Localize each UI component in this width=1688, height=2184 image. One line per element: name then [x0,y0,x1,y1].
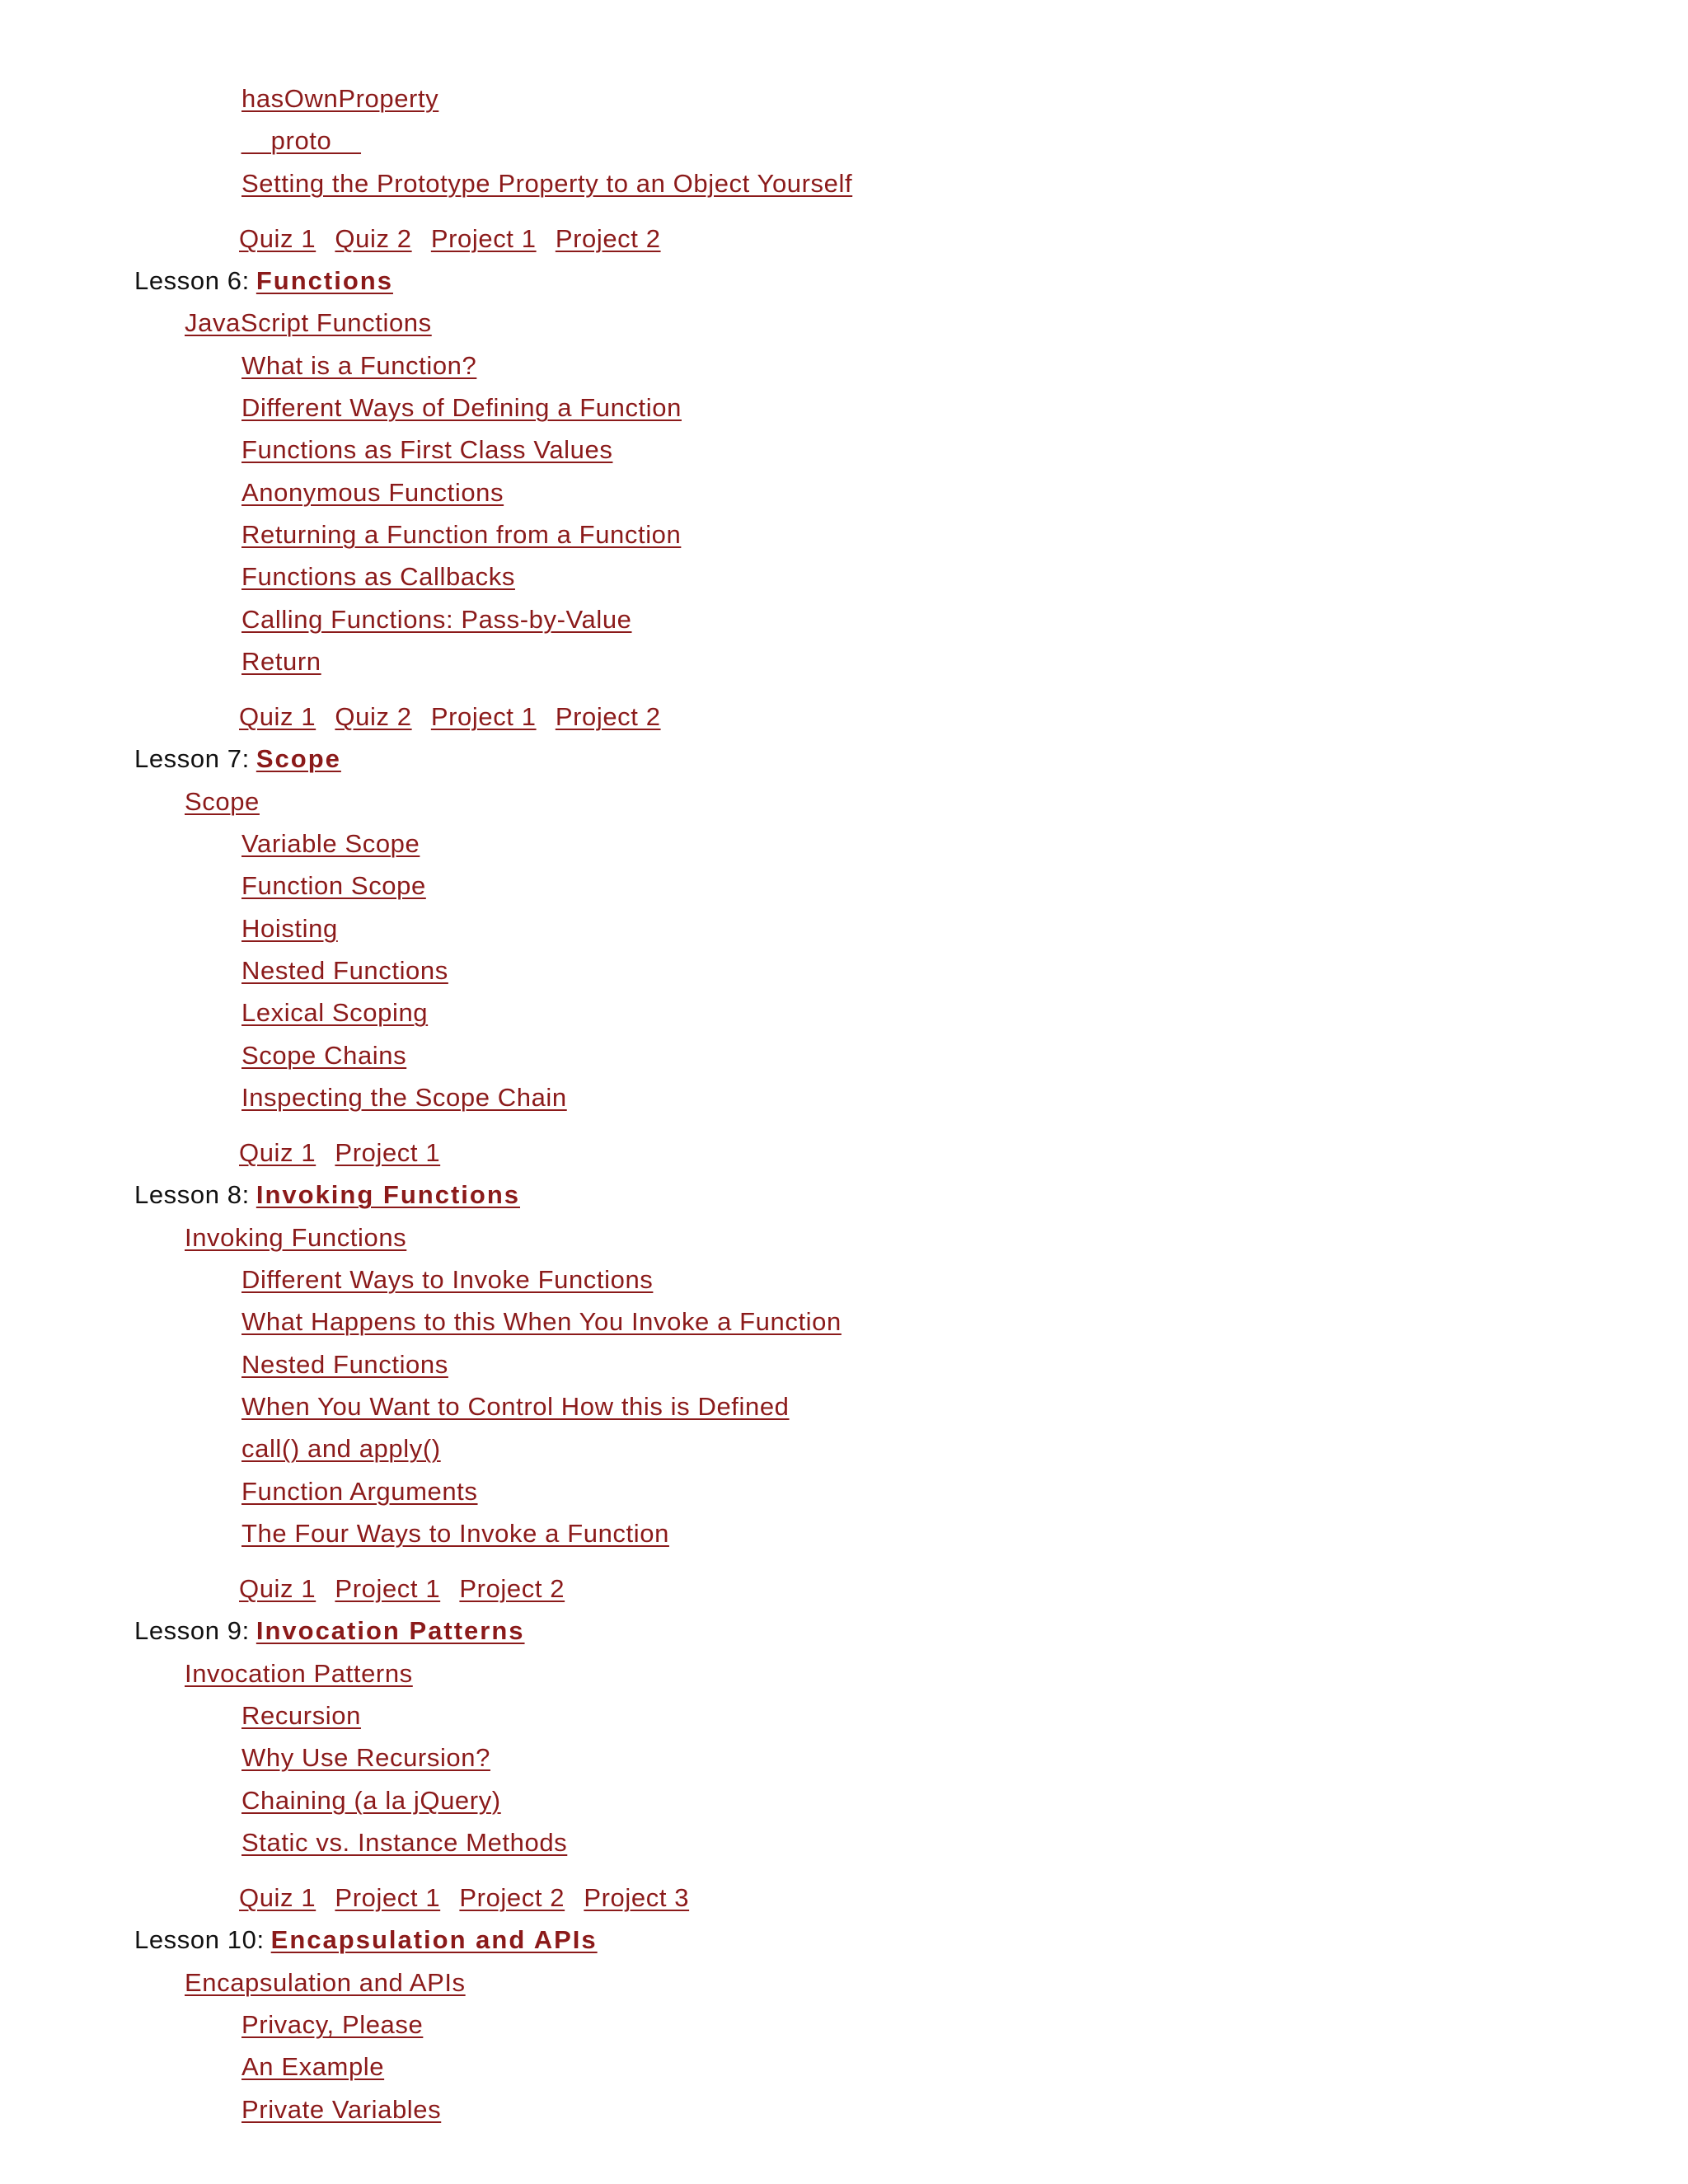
section-heading [0,780,1688,823]
quiz-link[interactable]: Quiz 2 [335,702,412,732]
toc-item-link[interactable]: Function Scope [241,871,426,901]
toc-item [0,1258,1688,1301]
toc-item-link[interactable]: Different Ways to Invoke Functions [241,1265,654,1295]
toc-item-link[interactable]: Private Variables [241,2094,442,2124]
project-link[interactable]: Project 1 [430,702,537,732]
lesson-links-row [0,1132,1688,1174]
table-of-contents [0,77,1688,2130]
toc-item [0,823,1688,865]
toc-item-link[interactable]: Functions as Callbacks [241,562,515,592]
toc-item-link[interactable]: What Happens to this When You Invoke a Function [241,1307,842,1337]
section-link[interactable]: Encapsulation and APIs [185,1967,466,1997]
lesson-heading [0,738,1688,780]
toc-item-link[interactable]: Setting the Prototype Property to an Object Yourself [241,168,853,198]
toc-item [0,555,1688,598]
quiz-link[interactable]: Quiz 1 [239,1574,316,1604]
toc-item [0,1736,1688,1779]
lesson-links-row [0,218,1688,260]
toc-item-link[interactable]: Inspecting the Scope Chain [241,1082,567,1112]
toc-item [0,949,1688,991]
toc-item-link[interactable]: The Four Ways to Invoke a Function [241,1518,669,1548]
toc-item-link[interactable]: Lexical Scoping [241,998,429,1028]
toc-item-link[interactable]: Return [241,646,321,676]
toc-item [0,640,1688,682]
lesson-title-link[interactable]: Encapsulation and APIs [270,1925,598,1955]
section-link[interactable]: Scope [185,786,260,816]
lesson-number: Lesson 10: [134,1925,265,1955]
toc-item-link[interactable]: Recursion [241,1700,361,1730]
toc-item-link[interactable]: Privacy, Please [241,2010,424,2040]
project-link[interactable]: Project 2 [555,702,661,732]
project-link[interactable]: Project 1 [335,1883,441,1913]
lesson-number: Lesson 8: [134,1180,250,1210]
toc-item-link[interactable]: Nested Functions [241,1349,448,1379]
lesson-number: Lesson 9: [134,1616,250,1646]
toc-item [0,1470,1688,1512]
quiz-link[interactable]: Quiz 1 [239,702,316,732]
quiz-link[interactable]: Quiz 1 [239,1138,316,1168]
quiz-link[interactable]: Quiz 2 [335,223,412,253]
toc-item-link[interactable]: Functions as First Class Values [241,435,613,465]
toc-item [0,387,1688,429]
lesson-links-row [0,1568,1688,1610]
toc-item [0,513,1688,555]
section-heading [0,1216,1688,1258]
toc-item [0,344,1688,387]
lesson-title-link[interactable]: Invocation Patterns [256,1616,525,1646]
lesson-heading [0,260,1688,302]
toc-item [0,2004,1688,2046]
lesson-links-row [0,1877,1688,1919]
toc-item-link[interactable]: Static vs. Instance Methods [241,1827,568,1857]
toc-item [0,1034,1688,1076]
toc-item-link[interactable]: Anonymous Functions [241,477,504,507]
toc-item [0,1301,1688,1343]
toc-item-link[interactable]: Function Arguments [241,1476,478,1506]
section-link[interactable]: JavaScript Functions [185,308,432,338]
toc-item [0,2088,1688,2130]
section-heading [0,1652,1688,1694]
lesson-title-link[interactable]: Functions [256,266,393,296]
toc-item-link[interactable]: Nested Functions [241,955,448,985]
toc-item [0,1694,1688,1736]
quiz-link[interactable]: Quiz 1 [239,1883,316,1913]
section-link[interactable]: Invoking Functions [185,1222,407,1252]
section-heading [0,1961,1688,2004]
toc-item [0,1343,1688,1385]
toc-item-link[interactable]: When You Want to Control How this is Defined [241,1391,790,1421]
toc-item [0,2046,1688,2088]
lesson-heading [0,1919,1688,1961]
toc-item-link[interactable]: What is a Function? [241,350,477,380]
toc-item-link[interactable]: Variable Scope [241,829,420,859]
project-link[interactable]: Project 1 [430,223,537,253]
lesson-number: Lesson 7: [134,744,250,774]
lesson-heading [0,1174,1688,1216]
toc-item [0,865,1688,907]
toc-item [0,162,1688,204]
toc-item [0,120,1688,162]
toc-item [0,77,1688,120]
toc-item [0,991,1688,1033]
toc-item [0,598,1688,640]
toc-item-link[interactable]: call() and apply() [241,1434,441,1464]
section-heading [0,302,1688,344]
section-link[interactable]: Invocation Patterns [185,1658,413,1688]
toc-item [0,1512,1688,1554]
lesson-links-row [0,696,1688,738]
toc-item-link[interactable]: An Example [241,2052,385,2082]
toc-item-link[interactable]: Hoisting [241,913,338,943]
project-link[interactable]: Project 1 [335,1138,441,1168]
toc-item [0,1779,1688,1821]
project-link[interactable]: Project 3 [584,1883,690,1913]
toc-item [0,1385,1688,1427]
toc-item [0,471,1688,513]
toc-item [0,1821,1688,1863]
project-link[interactable]: Project 1 [335,1574,441,1604]
toc-item [0,429,1688,471]
toc-item [0,1076,1688,1118]
toc-item-link[interactable]: Why Use Recursion? [241,1743,490,1773]
toc-item-link[interactable]: Calling Functions: Pass-by-Value [241,604,632,634]
toc-item-link[interactable]: __proto__ [241,126,362,156]
lesson-title-link[interactable]: Scope [256,744,341,774]
project-link[interactable]: Project 2 [459,1883,565,1913]
project-link[interactable]: Project 2 [459,1574,565,1604]
toc-item-link[interactable]: Chaining (a la jQuery) [241,1785,501,1815]
quiz-link[interactable]: Quiz 1 [239,223,316,253]
project-link[interactable]: Project 2 [555,223,661,253]
toc-item [0,1427,1688,1469]
toc-item-link[interactable]: hasOwnProperty [241,84,439,113]
toc-item-link[interactable]: Scope Chains [241,1040,407,1070]
toc-item-link[interactable]: Returning a Function from a Function [241,519,682,549]
lesson-heading [0,1610,1688,1652]
lesson-title-link[interactable]: Invoking Functions [256,1180,521,1210]
lesson-number: Lesson 6: [134,266,250,296]
toc-item [0,907,1688,949]
toc-item-link[interactable]: Different Ways of Defining a Function [241,393,682,423]
